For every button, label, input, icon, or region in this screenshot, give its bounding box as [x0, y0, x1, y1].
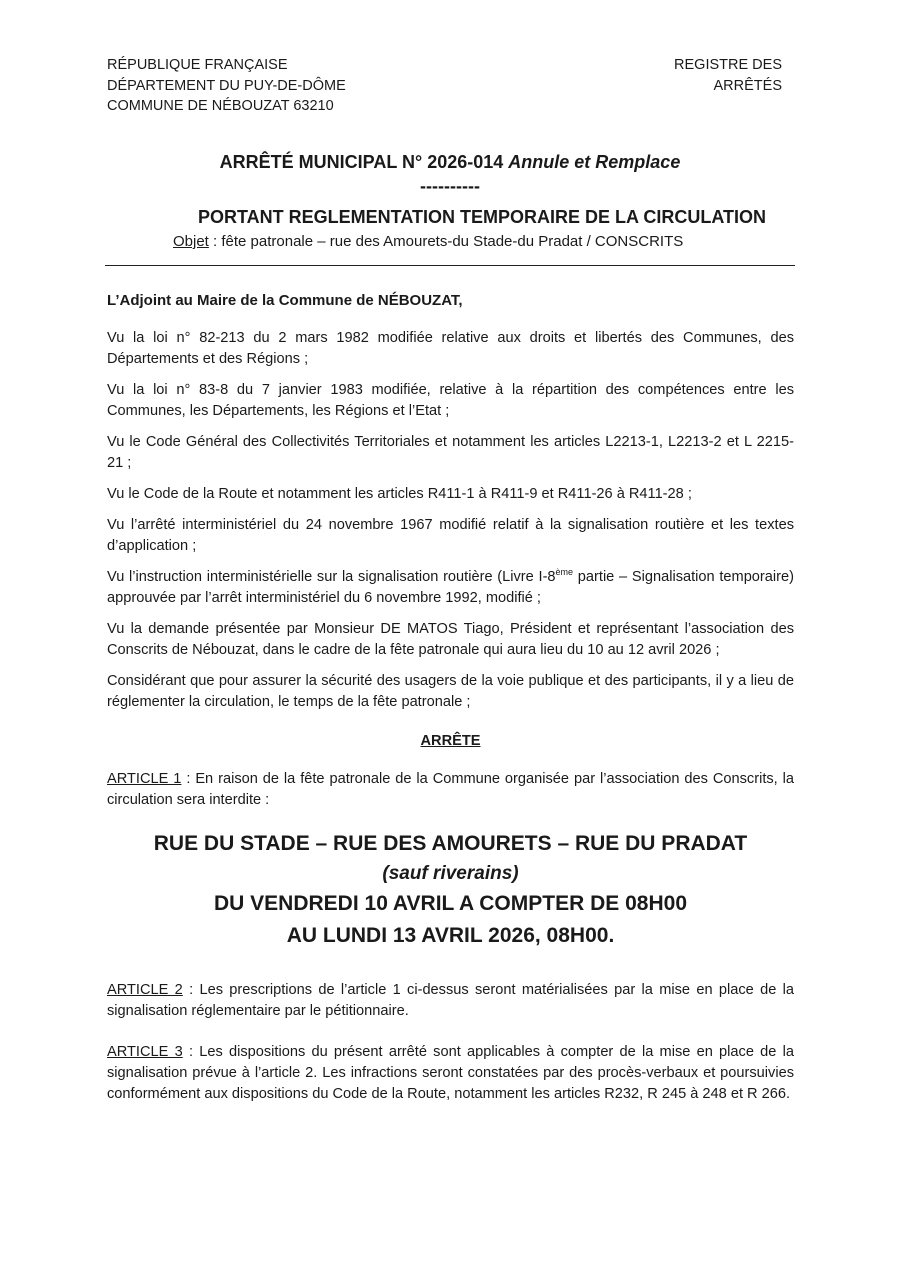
sauf-riverains: (sauf riverains)	[382, 863, 519, 884]
restriction-block	[107, 828, 794, 952]
document-body	[107, 290, 794, 1105]
restriction-start: DU VENDREDI 10 AVRIL A COMPTER DE 08H00	[214, 892, 687, 915]
vu-paragraph-3: Vu le Code Général des Collectivités Territoriales et notamment les articles L2213-1, L2213-2 et L 2215-21 ;	[107, 434, 794, 471]
adjoint-heading: L’Adjoint au Maire de la Commune de NÉBOUZAT,	[107, 292, 463, 309]
header-commune: COMMUNE DE NÉBOUZAT 63210	[107, 98, 334, 114]
vu-paragraph-2: Vu la loi n° 83-8 du 7 janvier 1983 modifiée, relative à la répartition des compétences entre les Communes, les Départements, les Régions et l’Etat ;	[107, 382, 794, 419]
header-left-block	[107, 55, 346, 117]
article-3	[107, 1042, 794, 1105]
article-2	[107, 980, 794, 1022]
considerant-paragraph: Considérant que pour assurer la sécurité des usagers de la voie publique et des participants, il y a lieu de réglementer la circulation, le temps de la fête patronale ;	[107, 673, 794, 710]
vu-paragraph-4: Vu le Code de la Route et notamment les articles R411-1 à R411-9 et R411-26 à R411-28 ;	[107, 486, 692, 502]
header-arretes: ARRÊTÉS	[713, 77, 782, 94]
title-italic: Annule et Remplace	[508, 152, 681, 172]
document-subtitle: PORTANT REGLEMENTATION TEMPORAIRE DE LA CIRCULATION	[198, 207, 766, 227]
title-main: ARRÊTÉ MUNICIPAL N° 2026-014	[219, 152, 504, 172]
header-departement: DÉPARTEMENT DU PUY-DE-DÔME	[107, 77, 346, 94]
arrete-heading: ARRÊTE	[420, 733, 481, 749]
vu-paragraph-7: Vu la demande présentée par Monsieur DE MATOS Tiago, Président et représentant l’association des Conscrits de Nébouzat, dans le cadre de la fête patronale qui aura lieu du 10 au 12 avril 2026 ;	[107, 621, 794, 658]
objet-text: : fête patronale – rue des Amourets-du Stade-du Pradat / CONSCRITS	[208, 233, 684, 250]
objet-label: Objet	[173, 233, 209, 250]
article-3-text: : Les dispositions du présent arrêté sont applicables à compter de la mise en place de la signalisation prévue à l’article 2. Les infractions seront constatées par des procès-verbaux et poursuivies conformément aux dispositions du Code de la Route, notamment les articles R232, R 245 à 248 et R 266.	[107, 1044, 794, 1102]
restriction-end: AU LUNDI 13 AVRIL 2026, 08H00.	[286, 924, 615, 947]
vu6-part-b: partie – Signalisation temporaire) approuvée par l’arrêt interministériel du 6 novembre 1992, modifié ;	[107, 569, 794, 606]
vu-paragraph-5: Vu l’arrêté interministériel du 24 novembre 1967 modifié relatif à la signalisation routière et les textes d’application ;	[107, 517, 794, 554]
article-2-text: : Les prescriptions de l’article 1 ci-dessus seront matérialisées par la mise en place de la signalisation réglementaire par le pétitionnaire.	[107, 982, 794, 1019]
header-registre: REGISTRE DES	[674, 57, 782, 73]
article-1-label: ARTICLE 1	[107, 771, 182, 787]
vu-paragraph-6	[107, 567, 794, 609]
article-1-text: : En raison de la fête patronale de la Commune organisée par l’association des Conscrits, la circulation sera interdite :	[107, 771, 795, 808]
article-1	[107, 769, 794, 811]
article-3-label: ARTICLE 3	[107, 1044, 183, 1060]
header-right-block	[674, 55, 782, 96]
vu-paragraph-1: Vu la loi n° 82-213 du 2 mars 1982 modifiée relative aux droits et libertés des Communes, des Départements et des Régions ;	[107, 330, 794, 367]
restricted-streets: RUE DU STADE – RUE DES AMOURETS – RUE DU PRADAT	[153, 832, 748, 855]
title-dashes: ----------	[420, 176, 480, 196]
vu6-part-a: Vu l’instruction interministérielle sur la signalisation routière (Livre I-8	[107, 569, 556, 585]
document-title	[0, 152, 900, 173]
objet-line	[173, 233, 683, 250]
vu6-superscript: ème	[555, 567, 574, 578]
header-divider	[105, 265, 795, 266]
header-republique: RÉPUBLIQUE FRANÇAISE	[107, 57, 288, 73]
article-2-label: ARTICLE 2	[107, 982, 183, 998]
